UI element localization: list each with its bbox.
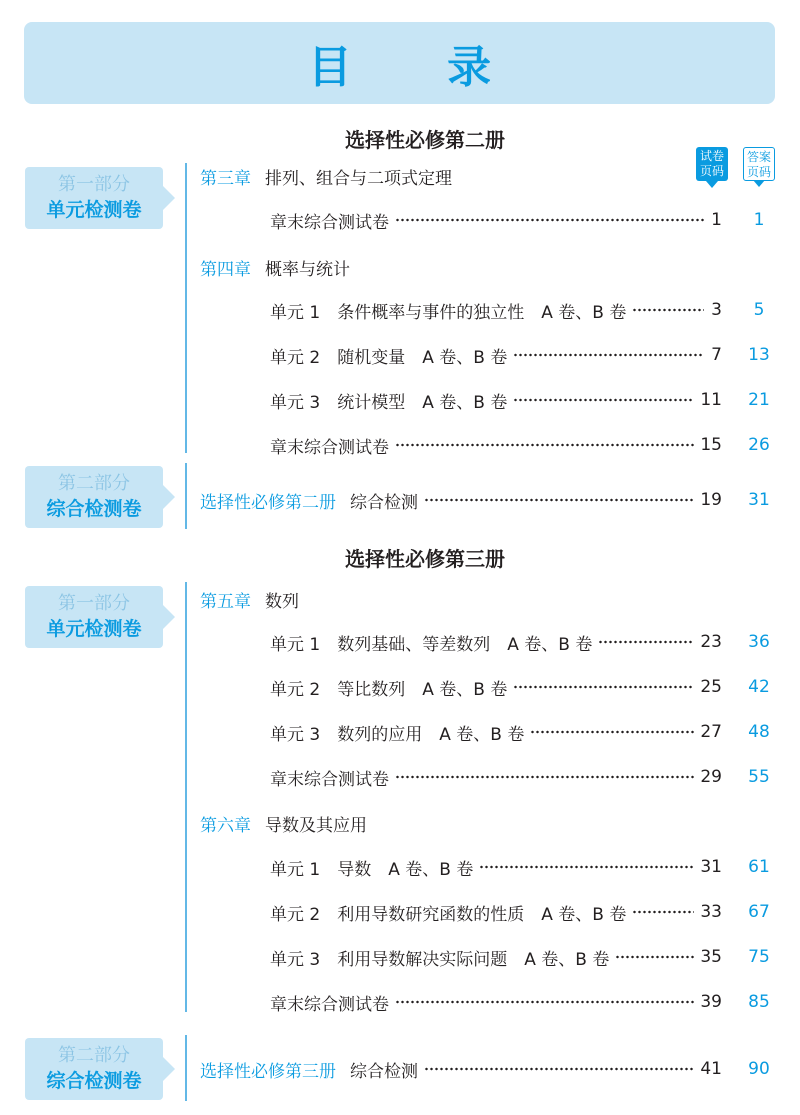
- entry-label: 单元 1 数列基础、等差数列 A 卷、B 卷: [270, 634, 593, 655]
- entry-label: 单元 1 条件概率与事件的独立性 A 卷、B 卷: [270, 302, 627, 323]
- comprehensive-test-part-badge: [25, 466, 163, 528]
- dot-leader: [395, 441, 694, 449]
- dot-leader: [424, 496, 694, 504]
- comprehensive-book-name: 选择性必修第二册: [200, 492, 336, 513]
- paper-page-number: 41: [700, 1059, 722, 1079]
- entry-label: 章末综合测试卷: [270, 212, 389, 233]
- chapter-heading[interactable]: [200, 811, 367, 836]
- answer-page-number[interactable]: 67: [748, 902, 770, 922]
- part-number: 第一部分: [58, 174, 130, 195]
- part-number: 第二部分: [58, 1045, 130, 1066]
- part-number: 第二部分: [58, 473, 130, 494]
- entry-label: 单元 1 导数 A 卷、B 卷: [270, 859, 474, 880]
- chapter-heading[interactable]: [200, 164, 452, 189]
- paper-page-number: 25: [700, 677, 722, 697]
- chapter-name: 排列、组合与二项式定理: [265, 169, 452, 189]
- entry-label: 单元 3 利用导数解决实际问题 A 卷、B 卷: [270, 949, 610, 970]
- answer-page-number[interactable]: 61: [748, 857, 770, 877]
- answer-page-number[interactable]: 42: [748, 677, 770, 697]
- paper-page-head-line2: 页码: [699, 164, 724, 178]
- paper-page-number: 7: [711, 345, 722, 365]
- toc-entry[interactable]: [270, 900, 722, 924]
- part-name: 单元检测卷: [46, 618, 142, 640]
- answer-page-number[interactable]: 55: [748, 767, 770, 787]
- dot-leader: [395, 998, 694, 1006]
- toc-entry[interactable]: [270, 990, 722, 1014]
- entry-label: 单元 3 统计模型 A 卷、B 卷: [270, 392, 508, 413]
- chapter-name: 导数及其应用: [265, 816, 367, 836]
- page-title: 目 录: [307, 42, 532, 93]
- section-divider-line: [185, 463, 187, 529]
- answer-page-number[interactable]: 31: [748, 490, 770, 510]
- paper-page-number: 31: [700, 857, 722, 877]
- toc-entry[interactable]: [270, 765, 722, 789]
- section-divider-line: [185, 582, 187, 1012]
- toc-entry[interactable]: [270, 855, 722, 879]
- paper-page-number: 23: [700, 632, 722, 652]
- volume-title: 选择性必修第三册: [345, 547, 505, 571]
- dot-leader: [530, 728, 694, 736]
- answer-page-number[interactable]: 1: [753, 210, 765, 230]
- comprehensive-entry[interactable]: [200, 1057, 722, 1081]
- paper-page-number: 3: [711, 300, 722, 320]
- comprehensive-test-part-badge: [25, 1038, 163, 1100]
- title-banner: [24, 22, 775, 104]
- answer-page-number[interactable]: 5: [753, 300, 765, 320]
- paper-page-number: 29: [700, 767, 722, 787]
- answer-page-number[interactable]: 26: [748, 435, 770, 455]
- chapter-heading[interactable]: [200, 587, 299, 612]
- dot-leader: [632, 306, 704, 314]
- dot-leader: [395, 216, 704, 224]
- paper-page-number: 35: [700, 947, 722, 967]
- dot-leader: [632, 908, 694, 916]
- comprehensive-label: 综合检测: [350, 1061, 418, 1082]
- toc-entry[interactable]: [270, 388, 722, 412]
- answer-page-number[interactable]: 48: [748, 722, 770, 742]
- toc-entry[interactable]: [270, 343, 722, 367]
- paper-page-number: 1: [711, 210, 722, 230]
- entry-label: 章末综合测试卷: [270, 994, 389, 1015]
- answer-page-number[interactable]: 75: [748, 947, 770, 967]
- paper-page-number: 39: [700, 992, 722, 1012]
- toc-entry[interactable]: [270, 433, 722, 457]
- toc-entry[interactable]: [270, 208, 722, 232]
- comprehensive-book-name: 选择性必修第三册: [200, 1061, 336, 1082]
- paper-page-number: 19: [700, 490, 722, 510]
- dot-leader: [513, 351, 704, 359]
- chapter-name: 数列: [265, 592, 299, 612]
- answer-page-head-line2: 页码: [746, 165, 771, 179]
- toc-entry[interactable]: [270, 945, 722, 969]
- dot-leader: [513, 683, 694, 691]
- entry-label: 单元 2 利用导数研究函数的性质 A 卷、B 卷: [270, 904, 627, 925]
- paper-page-number: 11: [700, 390, 722, 410]
- paper-page-number: 27: [700, 722, 722, 742]
- entry-label: 章末综合测试卷: [270, 437, 389, 458]
- part-number: 第一部分: [58, 593, 130, 614]
- dot-leader: [598, 638, 694, 646]
- entry-label: 章末综合测试卷: [270, 769, 389, 790]
- entry-label: 单元 2 等比数列 A 卷、B 卷: [270, 679, 508, 700]
- toc-entry[interactable]: [270, 675, 722, 699]
- toc-entry[interactable]: [270, 720, 722, 744]
- comprehensive-entry[interactable]: [200, 488, 722, 512]
- volume-title: 选择性必修第二册: [345, 128, 505, 152]
- dot-leader: [513, 396, 694, 404]
- part-name: 综合检测卷: [46, 1070, 142, 1092]
- chapter-number: 第三章: [200, 169, 251, 189]
- dot-leader: [395, 773, 694, 781]
- section-divider-line: [185, 1035, 187, 1101]
- chapter-number: 第六章: [200, 816, 251, 836]
- unit-test-part-badge: [25, 586, 163, 648]
- comprehensive-label: 综合检测: [350, 492, 418, 513]
- answer-page-number[interactable]: 36: [748, 632, 770, 652]
- answer-page-number[interactable]: 13: [748, 345, 770, 365]
- paper-page-number: 15: [700, 435, 722, 455]
- part-name: 综合检测卷: [46, 498, 142, 520]
- paper-page-number: 33: [700, 902, 722, 922]
- section-divider-line: [185, 163, 187, 453]
- paper-page-head-line1: 试卷: [699, 149, 724, 163]
- chapter-name: 概率与统计: [265, 260, 350, 280]
- answer-page-number[interactable]: 90: [748, 1059, 770, 1079]
- part-name: 单元检测卷: [46, 199, 142, 221]
- unit-test-part-badge: [25, 167, 163, 229]
- entry-label: 单元 3 数列的应用 A 卷、B 卷: [270, 724, 525, 745]
- answer-page-head-line1: 答案: [746, 150, 771, 164]
- toc-entry[interactable]: [270, 630, 722, 654]
- dot-leader: [615, 953, 694, 961]
- chapter-number: 第五章: [200, 592, 251, 612]
- toc-entry[interactable]: [270, 298, 722, 322]
- chapter-heading[interactable]: [200, 255, 350, 280]
- answer-page-number[interactable]: 21: [748, 390, 770, 410]
- dot-leader: [424, 1065, 694, 1073]
- entry-label: 单元 2 随机变量 A 卷、B 卷: [270, 347, 508, 368]
- chapter-number: 第四章: [200, 260, 251, 280]
- dot-leader: [479, 863, 694, 871]
- answer-page-number[interactable]: 85: [748, 992, 770, 1012]
